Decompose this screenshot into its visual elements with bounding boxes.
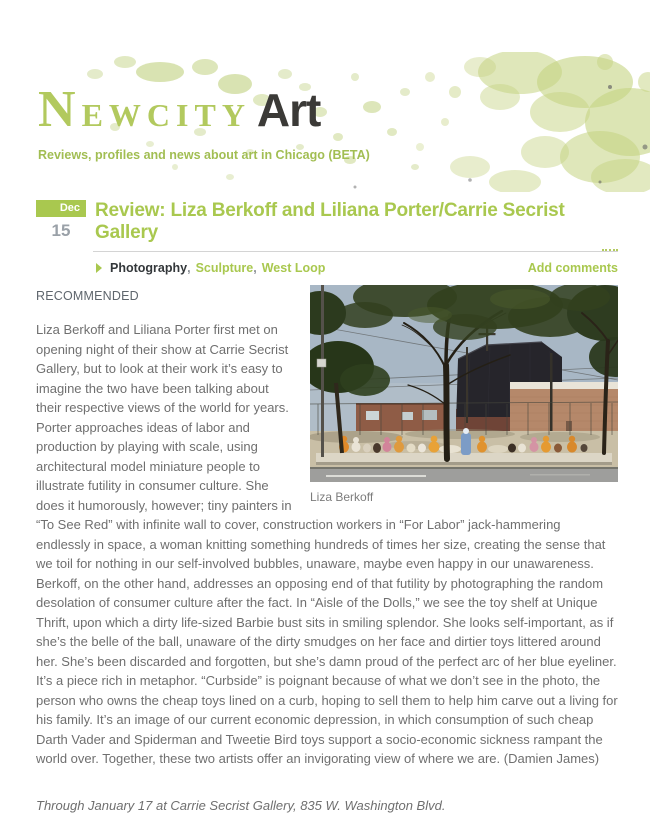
post-title-link[interactable]: Review: Liza Berkoff and Liliana Porter/Carrie Secrist Gallery: [95, 200, 565, 243]
category-link-photography[interactable]: Photography: [110, 260, 188, 275]
site-logo[interactable]: [38, 81, 321, 138]
date-day: 15: [51, 221, 71, 240]
add-comments-link[interactable]: Add comments: [527, 260, 618, 275]
review-body-text: Liza Berkoff and Liliana Porter first met on opening night of their show at Carrie Secrist Gallery, but to look at their work it’s easy to imagine the two have been talking about their respective views of the world for years. Porter approaches ideas of labor and production by playing with scale, using architectural model miniature people to illustrate futility in consumer culture. She does it humorously, however; tiny painters in “To See Red” with infinite wall to cover, construction workers in “For Labor” jack-hammering endlessly in space, a woman knitting something hundreds of times her size, creating the sense that we toil for nothing in our self-involved bubbles, unaware, maybe even happy in our unawareness. Berkoff, on the other hand, addresses an opposing end of that futility by photographing the random desolation of consumer culture after the fact. In “Aisle of the Dolls,” we see the toy shelf at Unique Thrift, upon which a dirty life-sized Barbie bust sits in smiling splendor. She looks self-important, as if she’s the belle of the ball, unaware of the dirty smudges on her face and dirtier toys littered around her. She’s been discarded and forgotten, but she’s damn proud of the perfect arc of her blue eyeliner. It’s a piece rich in metaphor. “Curbside” is poignant because of what we don’t see in the photo, the person who owns the cheap toys lined on a curb, hoping to sell them to help him carve out a living for his family. It’s an image of our current economic depression, in which consumption of such cheap Darth Vader and Spiderman and Tweetie Bird toys support a socio-economic sickness rampant the world over. Together, these two artists offer an invigorating view of where we are. (Damien James): [36, 322, 618, 767]
exhibition-footnote: Through January 17 at Carrie Secrist Gallery, 835 W. Washington Blvd.: [36, 797, 446, 813]
photo-caption: Liza Berkoff: [310, 489, 374, 504]
post-date: [36, 200, 93, 275]
curbside-street-photo[interactable]: [310, 285, 618, 482]
recommended-label: RECOMMENDED: [36, 288, 139, 303]
logo-newcity-text: NEWCITY: [38, 81, 251, 138]
site-header: [0, 0, 650, 196]
post-meta-row: [93, 261, 618, 275]
post-article: [0, 275, 650, 815]
site-tagline: Reviews, profiles and news about art in Chicago (BETA): [38, 148, 370, 162]
category-link-sculpture[interactable]: Sculpture: [195, 260, 254, 275]
category-separator: ,: [187, 260, 191, 275]
category-arrow-icon: [96, 263, 102, 273]
date-month-badge: Dec: [36, 200, 86, 217]
divider-dots: [602, 249, 618, 251]
post-header: [0, 196, 650, 275]
logo-art-text: Art: [256, 84, 321, 136]
category-link-west-loop[interactable]: West Loop: [261, 260, 326, 275]
title-divider: [93, 251, 618, 252]
category-separator: ,: [253, 260, 257, 275]
article-photo[interactable]: [310, 285, 618, 506]
